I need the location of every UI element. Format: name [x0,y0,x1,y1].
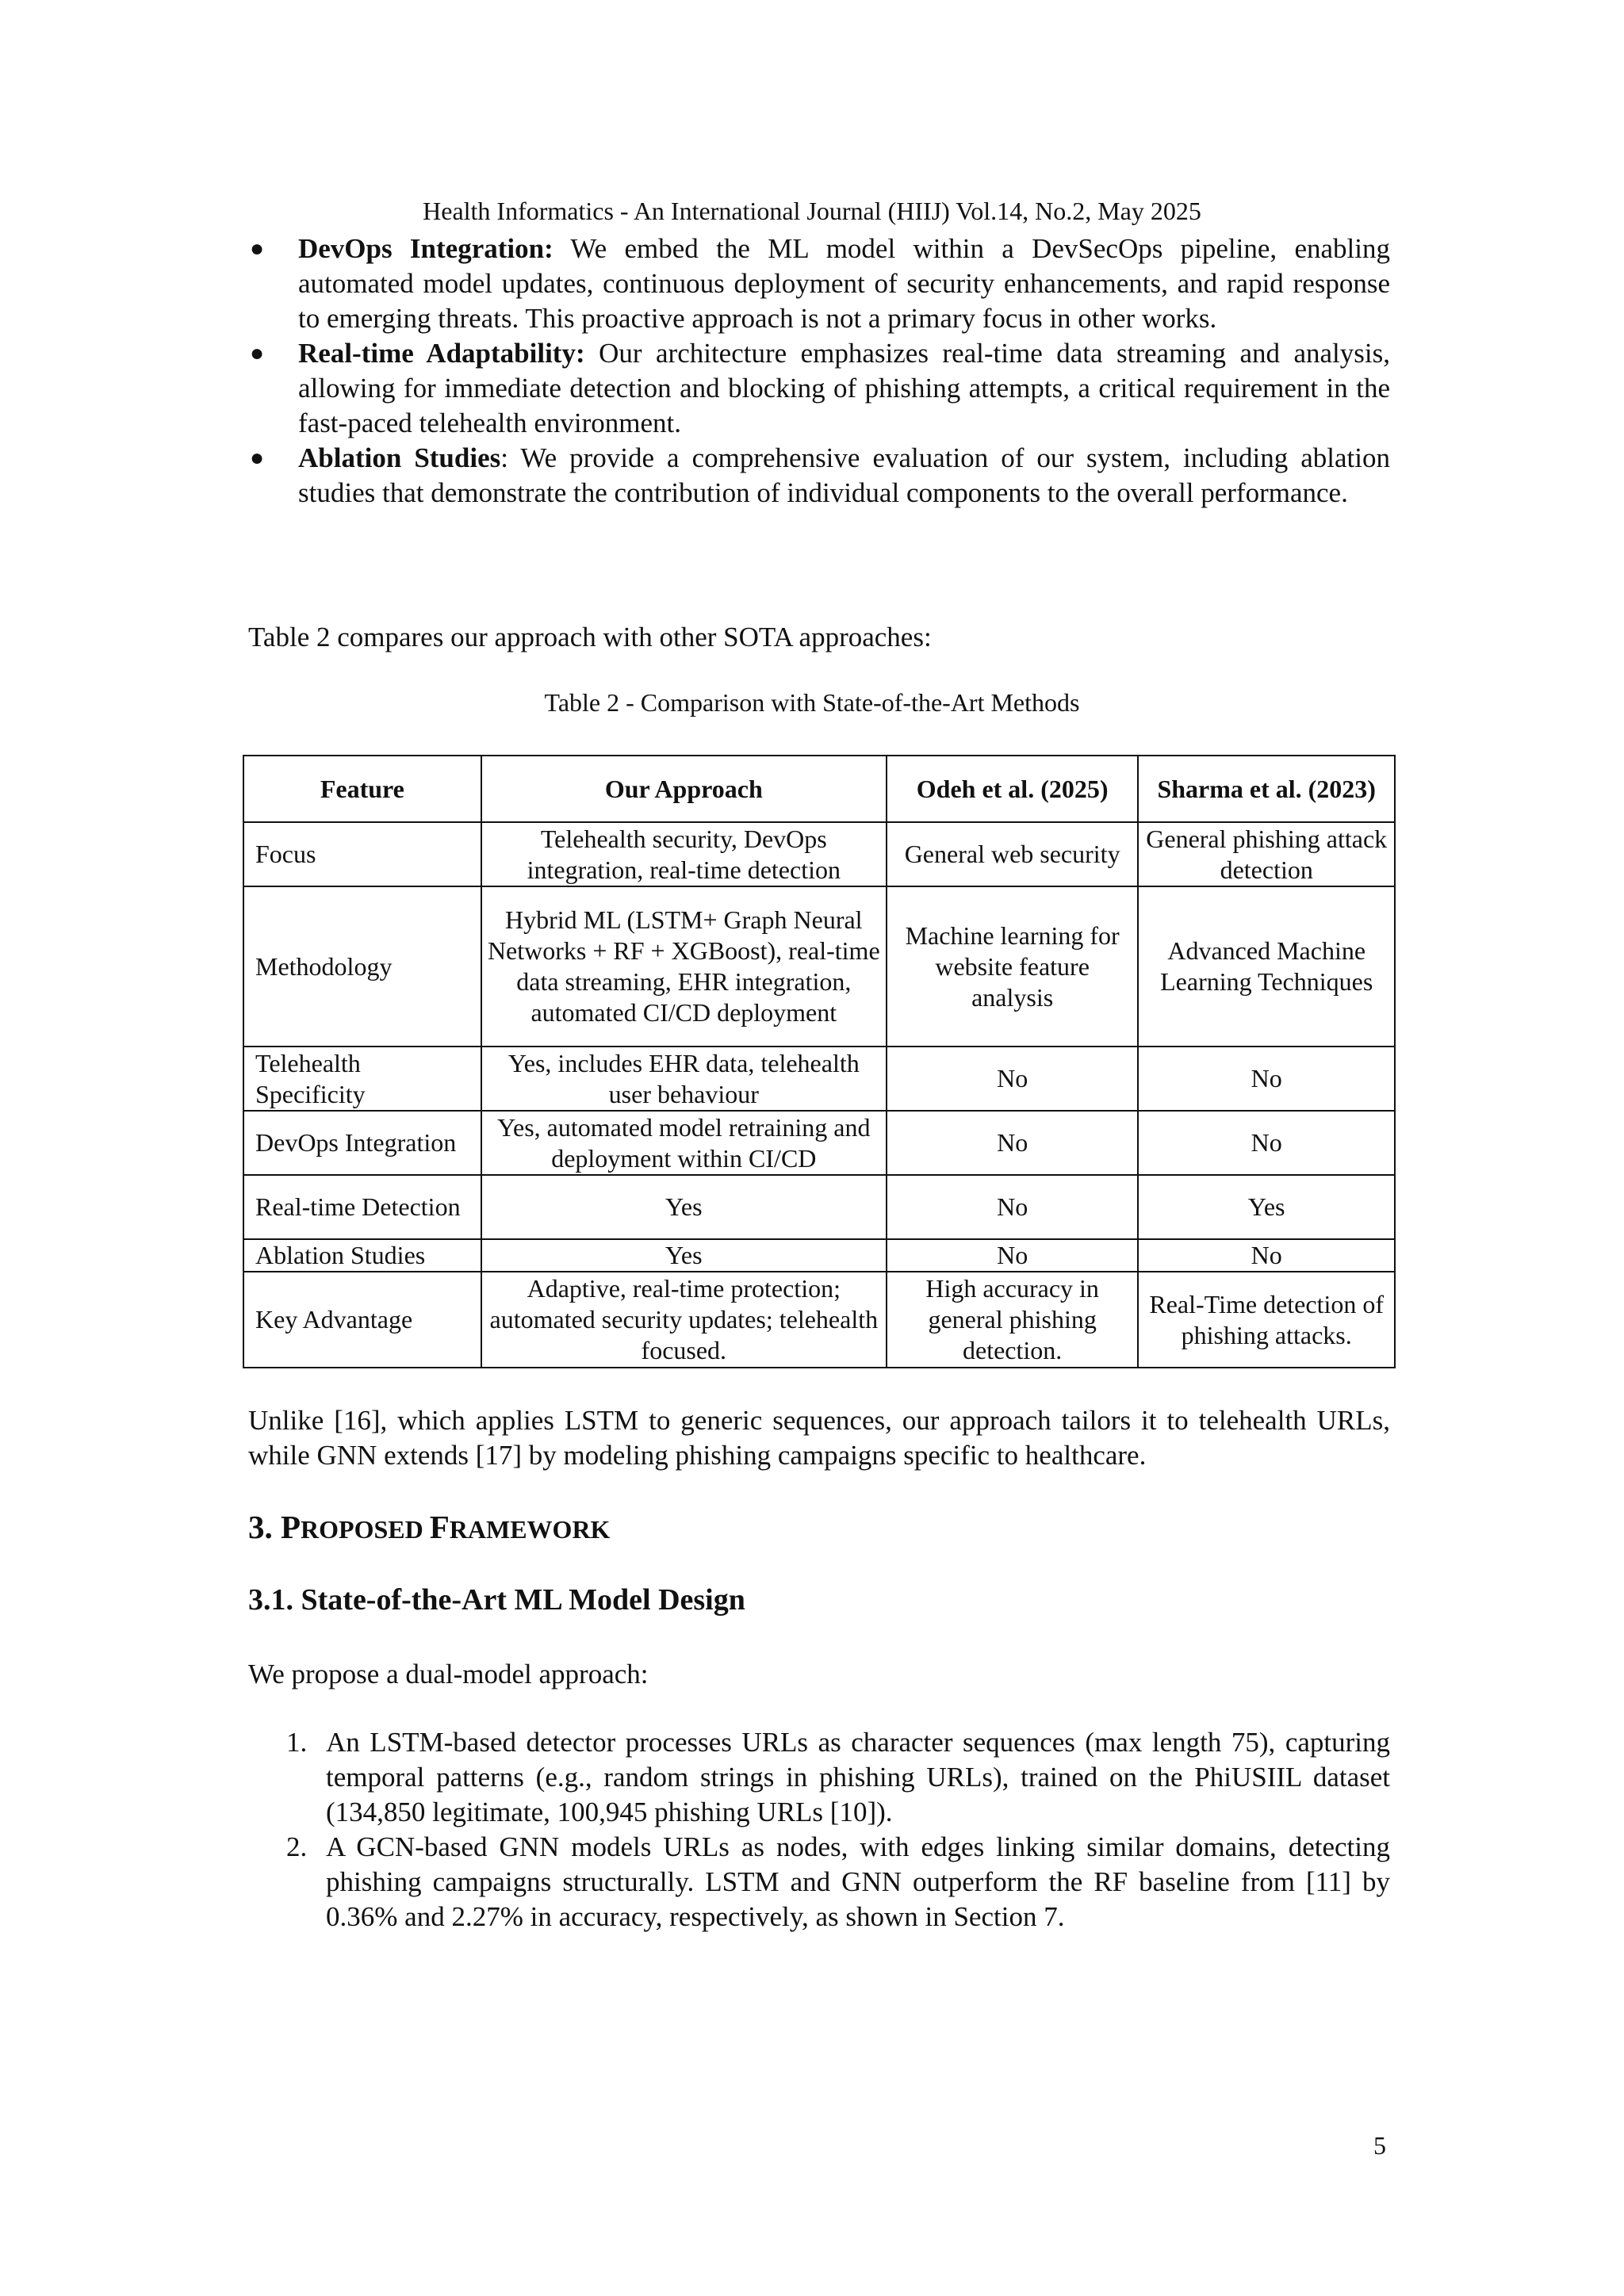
table-cell: Ablation Studies [243,1239,481,1272]
table-row [243,1175,1395,1239]
table-cell: Advanced Machine Learning Techniques [1138,886,1395,1047]
table-caption: Table 2 - Comparison with State-of-the-Art Methods [544,688,1080,717]
table-cell: No [887,1047,1139,1111]
section-title-part: ROPOSED [301,1515,430,1544]
table-cell: Focus [243,822,481,886]
table-cell: DevOps Integration [243,1111,481,1175]
table-cell: No [887,1111,1139,1175]
bullet-devops [248,232,1390,336]
table-cell: Adaptive, real-time protection; automated security updates; telehealth focused. [481,1272,887,1368]
proposal-paragraph: We propose a dual-model approach: [248,1659,649,1689]
list-item [248,1725,1390,1830]
table-cell: Hybrid ML (LSTM+ Graph Neural Networks + RF + XGBoost), real-time data streaming, EHR integration, automated CI/CD deployment [481,886,887,1047]
numbered-list [248,1725,1390,1934]
table-cell: No [1138,1111,1395,1175]
list-item-number: 2. [286,1831,308,1862]
table-cell: No [1138,1047,1395,1111]
comparison-table [243,755,1396,1368]
page-number: 5 [1373,2131,1386,2160]
section-heading [248,1508,610,1546]
table-cell: No [887,1239,1139,1272]
table-row [243,886,1395,1047]
subsection-heading: 3.1. State-of-the-Art ML Model Design [248,1583,745,1617]
bullet-dot-icon: ● [250,340,265,366]
bullet-text: We embed the ML model within a DevSecOps pipeline, enabling automated model updates, continuous deployment of security enhancements, and rapid response to emerging threats. This proactive approach is not a primary focus in other works. [298,233,1390,334]
list-item-text: An LSTM-based detector processes URLs as character sequences (max length 75), capturing temporal patterns (e.g., random strings in phishing URLs), trained on the PhiUSIIL dataset (134,850 legitimate, 100,945 phishing URLs [10]). [326,1727,1390,1827]
table-cell: Telehealth security, DevOps integration, real-time detection [481,822,887,886]
header-sharma: Sharma et al. (2023) [1138,756,1395,822]
section-title-cap: F [429,1509,450,1545]
table-row [243,1239,1395,1272]
bullet-title: DevOps Integration: [298,233,553,264]
header-our-approach: Our Approach [481,756,887,822]
list-item-number: 1. [286,1727,308,1758]
section-title-cap: P [281,1509,301,1545]
table-cell: Real-time Detection [243,1175,481,1239]
bullet-dot-icon: ● [250,235,265,262]
bullet-title: Ablation Studies [298,442,501,473]
table-cell: No [887,1175,1139,1239]
bullet-text: : We provide a comprehensive evaluation of our system, including ablation studies that demonstrate the contribution of individual components to the overall performance. [298,442,1390,508]
bullet-realtime [248,336,1390,441]
journal-header: Health Informatics - An International Journal (HIIJ) Vol.14, No.2, May 2025 [423,197,1201,225]
table-row [243,1111,1395,1175]
table-cell: Telehealth Specificity [243,1047,481,1111]
table-row [243,822,1395,886]
table-row [243,1272,1395,1368]
table-cell: General phishing attack detection [1138,822,1395,886]
feature-bullet-list [248,232,1390,511]
table-cell: No [1138,1239,1395,1272]
header-feature: Feature [243,756,481,822]
table-cell: High accuracy in general phishing detection. [887,1272,1139,1368]
table-cell: Yes, includes EHR data, telehealth user behaviour [481,1047,887,1111]
table-cell: Yes [481,1175,887,1239]
table-cell: Methodology [243,886,481,1047]
list-item [248,1830,1390,1934]
bullet-text: Our architecture emphasizes real-time data streaming and analysis, allowing for immediate detection and blocking of phishing attempts, a critical requirement in the fast-paced telehealth environment. [298,338,1390,438]
bullet-title: Real-time Adaptability: [298,338,585,369]
table-cell: Real-Time detection of phishing attacks. [1138,1272,1395,1368]
section-number: 3. [248,1509,273,1545]
after-table-paragraph: Unlike [16], which applies LSTM to generic sequences, our approach tailors it to telehealth URLs, while GNN extends [17] by modeling phishing campaigns specific to healthcare. [248,1405,1390,1471]
table-cell: Machine learning for website feature analysis [887,886,1139,1047]
header-odeh: Odeh et al. (2025) [887,756,1139,822]
table-cell: Yes [481,1239,887,1272]
table-row [243,1047,1395,1111]
list-item-text: A GCN-based GNN models URLs as nodes, with edges linking similar domains, detecting phishing campaigns structurally. LSTM and GNN outperform the RF baseline from [11] by 0.36% and 2.27% in accuracy, respectively, as shown in Section 7. [326,1831,1390,1932]
section-title-part: RAMEWORK [449,1515,611,1544]
intro-paragraph: Table 2 compares our approach with other SOTA approaches: [248,622,932,652]
bullet-ablation [248,441,1390,511]
table-cell: Key Advantage [243,1272,481,1368]
table-header-row [243,756,1395,822]
table-cell: General web security [887,822,1139,886]
table-cell: Yes, automated model retraining and deployment within CI/CD [481,1111,887,1175]
bullet-dot-icon: ● [250,445,265,471]
table-cell: Yes [1138,1175,1395,1239]
